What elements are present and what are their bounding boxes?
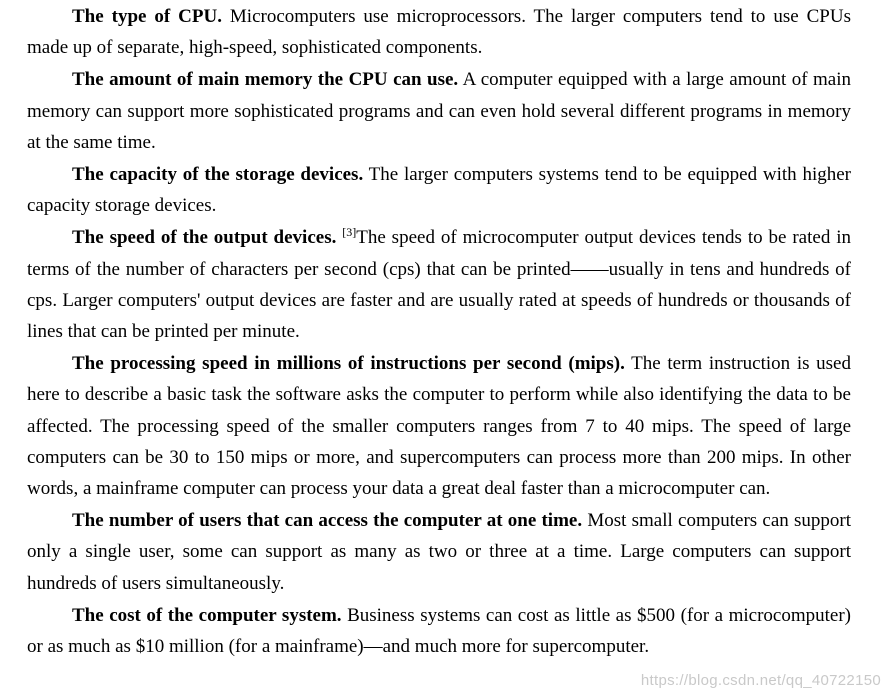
paragraph-lead: The number of users that can access the computer at one time. — [72, 510, 583, 532]
paragraph-cpu-type — [27, 0, 851, 63]
paragraph-lead: The speed of the output devices. — [72, 227, 337, 249]
paragraph-processing-speed — [27, 347, 851, 504]
paragraph-number-of-users — [27, 504, 851, 599]
paragraph-text: The larger computers systems tend to be equipped with higher capacity storage devices. — [27, 164, 852, 217]
paragraph-text: A computer equipped with a large amount of main memory can support more sophisticated programs and can even hold several different programs in memory at the same time. — [27, 69, 851, 153]
paragraph-text: The speed of microcomputer output devices tends to be rated in terms of the number of characters per second (cps) that can be printed——usually in tens and hundreds of cps. Larger computers' output devices are faster and are usually rated at speeds of hundreds or thousands of lines that can be printed per minute. — [27, 227, 851, 343]
paragraph-text: The term instruction is used here to describe a basic task the software asks the computer to perform while also identifying the data to be affected. The processing speed of the smaller computers ranges from 7 to 40 mips. The speed of large computers can be 30 to 150 mips or more, and supercomputers can process more than 200 mips. In other words, a mainframe computer can process your data a great deal faster than a microcomputer can. — [27, 353, 851, 500]
document-body — [27, 0, 851, 662]
source-watermark: https://blog.csdn.net/qq_40722150 — [640, 672, 881, 689]
paragraph-system-cost — [27, 599, 851, 662]
paragraph-output-speed — [27, 221, 851, 347]
paragraph-text: Most small computers can support only a single user, some can support as many as two or three at a time. Large computers can support hundreds of users simultaneously. — [27, 510, 851, 594]
paragraph-lead: The processing speed in millions of instructions per second (mips). — [72, 353, 625, 375]
reference-marker[interactable]: [3] — [342, 225, 357, 240]
paragraph-lead: The type of CPU. — [72, 6, 222, 27]
paragraph-storage-capacity — [27, 158, 851, 221]
paragraph-lead: The amount of main memory the CPU can use. — [72, 69, 459, 91]
paragraph-text: Business systems can cost as little as $500 (for a microcomputer) or as much as $10 million (for a mainframe)—and much more for supercomputer. — [27, 604, 851, 658]
paragraph-main-memory — [27, 63, 851, 158]
paragraph-lead: The capacity of the storage devices. — [72, 164, 364, 186]
paragraph-text: Microcomputers use microprocessors. The larger computers tend to use CPUs made up of separate, high-speed, sophisticated components. — [27, 6, 851, 59]
paragraph-lead: The cost of the computer system. — [72, 604, 342, 626]
